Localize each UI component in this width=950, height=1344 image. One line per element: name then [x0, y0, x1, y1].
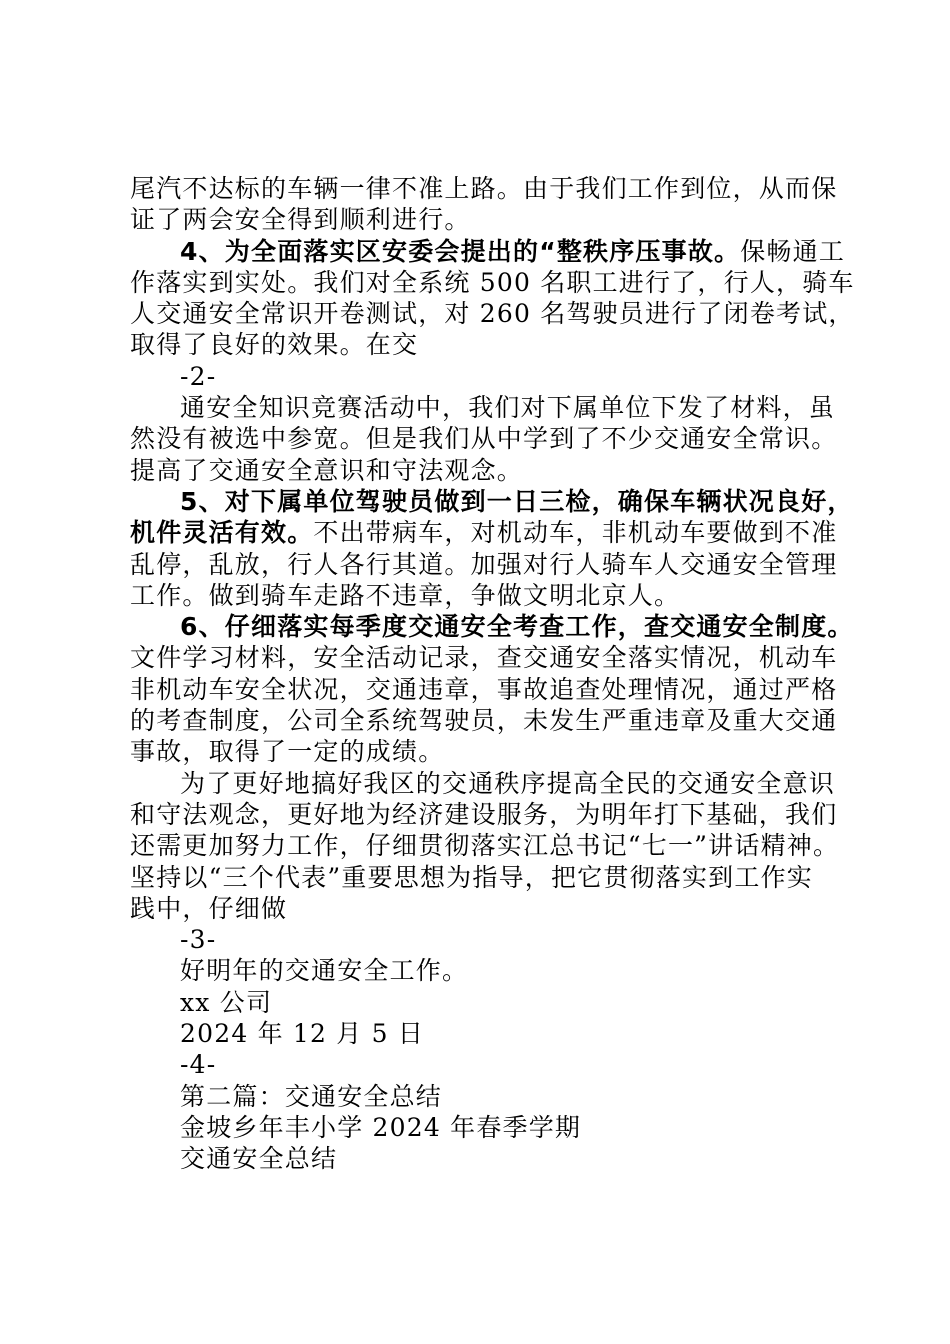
text-span: 乱停，乱放，行人各行其道。加强对行人骑车人交通安全管理 — [130, 549, 838, 579]
text-line — [130, 580, 830, 611]
text-line — [130, 893, 830, 924]
text-line — [130, 267, 855, 298]
text-span: 还需更加努力工作，仔细贯彻落实江总书记“七一”讲话精神。 — [130, 831, 840, 861]
text-span: -4- — [180, 1050, 217, 1080]
text-span: 交通安全总结 — [180, 1144, 338, 1174]
text-span: 工作。做到骑车走路不违章，争做文明北京人。 — [130, 580, 681, 610]
bold-text-span: 机件灵活有效。 — [130, 518, 314, 548]
text-span: 坚持以“三个代表”重要思想为指导，把它贯彻落实到工作实 — [130, 862, 813, 892]
text-line — [130, 298, 855, 329]
text-line — [130, 392, 836, 423]
text-line — [130, 674, 838, 705]
text-line — [130, 486, 854, 517]
text-span: 通安全知识竞赛活动中，我们对下属单位下发了材料，虽 — [180, 393, 836, 423]
text-line — [130, 204, 830, 235]
text-span: 然没有被选中参宽。但是我们从中学到了不少交通安全常识。 — [130, 424, 838, 454]
text-span: 2024 年 12 月 5 日 — [180, 1019, 425, 1049]
text-span: 金坡乡年丰小学 2024 年春季学期 — [180, 1112, 582, 1142]
text-line — [130, 862, 830, 893]
text-span: 取得了良好的效果。在交 — [130, 330, 419, 360]
text-line — [130, 955, 830, 986]
text-span: 践中，仔细做 — [130, 893, 288, 923]
bold-text-span: 6、仔细落实每季度交通安全考查工作，查交通安全制度。 — [180, 612, 854, 642]
text-line — [130, 1018, 830, 1049]
text-line — [130, 736, 830, 767]
text-span: 和守法观念，更好地为经济建设服务，为明年打下基础，我们 — [130, 799, 838, 829]
text-span: 为了更好地搞好我区的交通秩序提高全民的交通安全意识 — [180, 768, 836, 798]
text-line — [130, 455, 830, 486]
text-line — [130, 1049, 830, 1080]
text-span: 事故，取得了一定的成绩。 — [130, 737, 445, 767]
text-span: 证了两会安全得到顺利进行。 — [130, 205, 471, 235]
text-line — [130, 799, 838, 830]
text-line — [130, 611, 854, 642]
document-body — [130, 173, 855, 1175]
text-line — [130, 517, 838, 548]
text-span: -3- — [180, 925, 217, 955]
text-line — [130, 549, 838, 580]
text-line — [130, 1112, 830, 1143]
text-span: 第二篇：交通安全总结 — [180, 1081, 443, 1111]
text-span: 文件学习材料，安全活动记录，查交通安全落实情况，机动车 — [130, 643, 838, 673]
text-span: -2- — [180, 361, 217, 391]
text-line — [130, 705, 838, 736]
text-span: 尾汽不达标的车辆一律不准上路。由于我们工作到位，从而保 — [130, 174, 838, 203]
text-span: 作落实到实处。我们对全系统 500 名职工进行了，行人，骑车 — [130, 267, 855, 297]
text-span: 人交通安全常识开卷测试，对 260 名驾驶员进行了闭卷考试， — [130, 299, 855, 329]
text-span: 好明年的交通安全工作。 — [180, 956, 469, 986]
text-line — [130, 987, 830, 1018]
bold-text-span: 5、对下属单位驾驶员做到一日三检，确保车辆状况良好， — [180, 486, 854, 516]
text-line — [130, 423, 838, 454]
text-line — [130, 642, 838, 673]
text-line — [130, 173, 838, 204]
text-line — [130, 236, 846, 267]
text-span: 不出带病车，对机动车，非机动车要做到不准 — [313, 518, 838, 548]
text-line — [130, 1081, 830, 1112]
text-line — [130, 830, 840, 861]
bold-text-span: 4、为全面落实区安委会提出的“整秩序压事故。 — [180, 236, 741, 266]
text-line — [130, 924, 830, 955]
text-span: xx 公司 — [180, 987, 273, 1017]
text-line — [130, 329, 830, 360]
text-line — [130, 361, 830, 392]
text-span: 非机动车安全状况，交通违章，事故追查处理情况，通过严格 — [130, 674, 838, 704]
text-span: 保畅通工 — [740, 236, 846, 266]
text-span: 提高了交通安全意识和守法观念。 — [130, 455, 524, 485]
text-line — [130, 768, 836, 799]
text-line — [130, 1143, 830, 1174]
text-span: 的考查制度，公司全系统驾驶员，未发生严重违章及重大交通 — [130, 706, 838, 736]
